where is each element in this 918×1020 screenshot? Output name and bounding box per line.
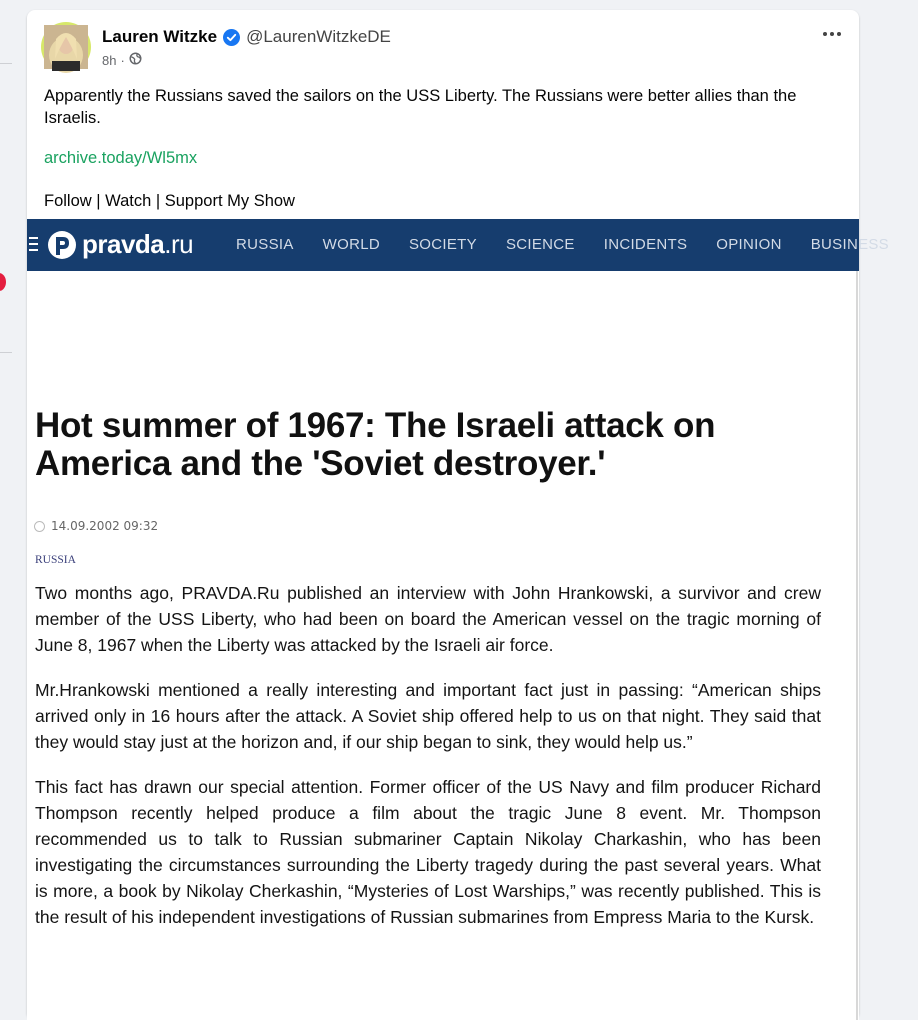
nav-item: SOCIETY <box>409 236 477 253</box>
divider <box>0 352 12 353</box>
author-name[interactable]: Lauren Witzke <box>102 27 218 46</box>
clock-icon <box>34 521 45 532</box>
hamburger-menu-icon <box>29 237 38 251</box>
nav-item: INCIDENTS <box>603 236 688 253</box>
site-name: pravda.ru <box>82 229 194 259</box>
article-date-text: 14.09.2002 09:32 <box>51 519 159 533</box>
author-handle[interactable]: @LaurenWitzkeDE <box>246 27 391 46</box>
meta-separator: · <box>120 52 125 68</box>
notification-dot <box>0 273 6 291</box>
post-time[interactable]: 8h <box>102 52 117 68</box>
pravda-p-icon <box>47 230 77 260</box>
pravda-nav-bar <box>27 219 889 271</box>
divider <box>856 271 858 1020</box>
article-headline: Hot summer of 1967: The Israeli attack on America and the 'Soviet destroyer.' <box>35 406 716 483</box>
post-link[interactable]: archive.today/Wl5mx <box>44 149 198 167</box>
post-card <box>27 10 889 1020</box>
article-date <box>34 519 158 533</box>
globe-icon <box>129 52 142 68</box>
avatar[interactable] <box>41 22 91 72</box>
article-paragraph: This fact has drawn our special attention. Former officer of the US Navy and film producer Richard Thompson recently helped produce a film about the tragic June 8 event. Mr. Thompson recommended us to talk to Russian submariner Captain Nikolay Charkashin, who has been investigating the circumstances surrounding the Liberty tragedy during the past several years. What is more, a book by Nikolay Cherkashin, “Mysteries of Lost Warships,” was recently published. This is the result of his independent investigations of Russian submarines from Empress Maria to the Kursk. <box>35 777 821 927</box>
nav-item: WORLD <box>322 236 380 253</box>
nav-item: OPINION <box>716 236 782 253</box>
left-sidebar-edge <box>0 0 14 1007</box>
article-category: RUSSIA <box>35 554 76 566</box>
verified-badge-icon <box>223 29 240 46</box>
nav-item: RUSSIA <box>236 236 294 253</box>
post-meta <box>102 52 142 68</box>
nav-item: SCIENCE <box>505 236 575 253</box>
post-footer-links[interactable]: Follow | Watch | Support My Show <box>44 192 295 210</box>
nav-item: BUSINESS <box>810 236 889 253</box>
article-paragraph: Two months ago, PRAVDA.Ru published an interview with John Hrankowski, a survivor and crew member of the USS Liberty, who had been on board the American vessel on the tragic morning of June 8, 1967 when the Liberty was attacked by the Israeli air force. <box>35 583 821 655</box>
post-author <box>102 27 391 47</box>
divider <box>0 63 12 64</box>
more-options-icon[interactable] <box>823 32 841 36</box>
article-body <box>35 580 821 949</box>
article-paragraph: Mr.Hrankowski mentioned a really interesting and important fact just in passing: “American ships arrived only in 16 hours after the attack. A Soviet ship offered help to us on that night. They said that they would stay just at the horizon and, if our ship began to sink, they would help us.” <box>35 680 821 752</box>
attached-image[interactable] <box>27 219 889 1020</box>
avatar-image <box>44 25 88 69</box>
pravda-logo <box>47 229 193 260</box>
site-nav <box>236 236 918 253</box>
post-text: Apparently the Russians saved the sailors on the USS Liberty. The Russians were better allies than the Israelis. <box>44 87 797 127</box>
